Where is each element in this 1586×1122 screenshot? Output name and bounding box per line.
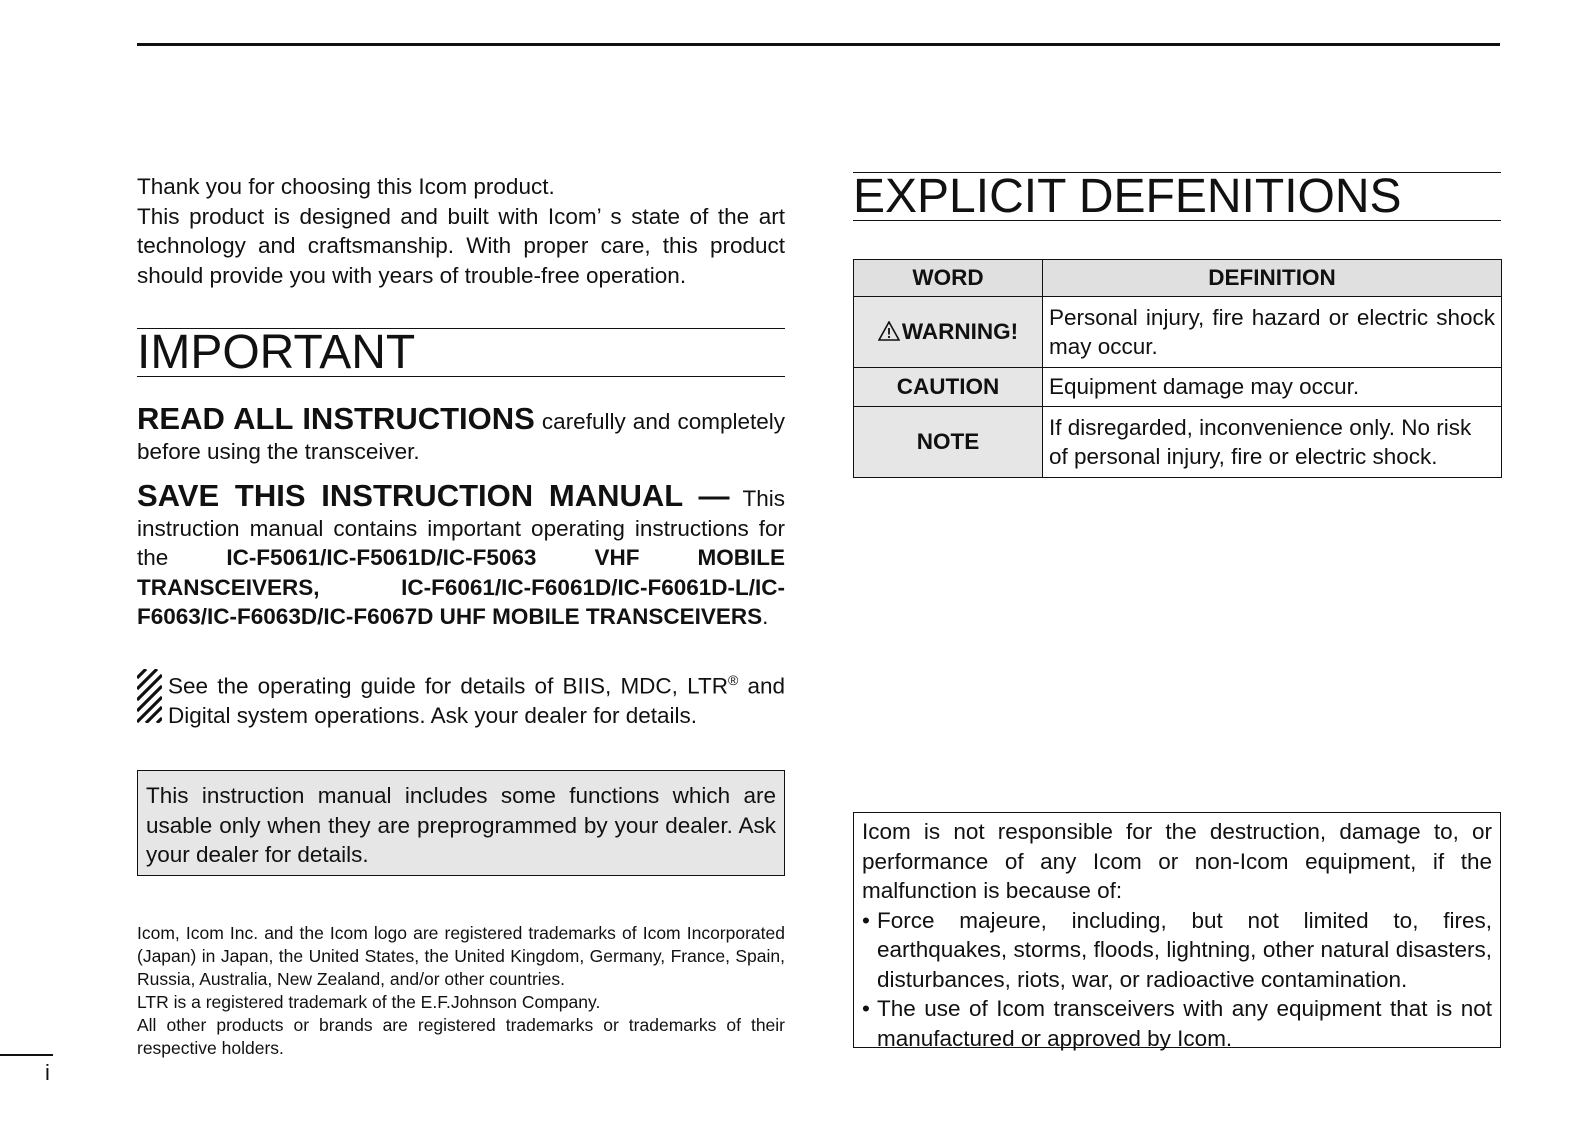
important-heading [137,328,785,377]
dealer-note-text: This instruction manual includes some functions which are usable only when they are preprogrammed by your dealer. Ask your dealer for details. [146,783,776,867]
page-number-rule [0,1054,53,1056]
dealer-note-box [137,770,785,876]
top-rule [137,43,1500,46]
definition-cell: If disregarded, inconvenience only. No risk of personal injury, fire or electric shock. [1043,407,1502,478]
save-bold: SAVE THIS INSTRUCTION MANUAL — [137,478,730,513]
word-cell-warning [854,297,1043,368]
intro-line-2: This product is designed and built with Icom’ s state of the art technology and craftsmanship. With proper care, this product should provide you with years of trouble-free operation. [137,203,785,288]
list-item [862,906,1492,995]
trademark-line-3: All other products or brands are registered trademarks or trademarks of their respective holders. [137,1015,785,1058]
trademark-notice [137,922,785,1060]
model-list-end: . [762,604,769,629]
disclaimer-lead: Icom is not responsible for the destruction, damage to, or performance of any Icom or non-Icom equipment, if the malfunction is because of: [862,819,1492,903]
word-cell-note: NOTE [854,407,1043,478]
save-rest: This instruction manual contains important operating instructions for the [137,486,785,570]
word-cell-caution: CAUTION [854,368,1043,407]
table-row [854,297,1502,368]
explicit-heading-text: EXPLICIT DEFENITIONS [853,172,1402,221]
word-warning: WARNING! [901,319,1019,344]
save-instruction-manual [137,478,785,632]
list-item [862,994,1492,1053]
disclaimer-list [862,906,1492,1054]
definitions-table [853,259,1502,478]
bullet: • [862,996,870,1021]
guide-note-text: See the operating guide for details of BIIS, MDC, LTR [168,673,728,699]
guide-note-text-after: and Digital system operations. Ask your dealer for details. [168,673,785,728]
read-all-instructions [137,401,785,467]
explicit-definitions-heading [853,172,1501,221]
registered-mark: ® [727,672,739,688]
trademark-line-1: Icom, Icom Inc. and the Icom logo are registered trademarks of Icom Incorporated (Japan) in Japan, the United States, the United Kingdom, Germany, France, Spain, Russia, Australia, New Zealand, and/or other countries. [137,923,785,989]
definition-cell: Personal injury, fire hazard or electric shock may occur. [1043,297,1502,368]
intro-paragraph [137,172,785,290]
hatched-note-icon [137,669,162,723]
disclaimer-bullet-2: The use of Icom transceivers with any equipment that is not manufactured or approved by Icom. [877,996,1492,1051]
intro-line-1: Thank you for choosing this Icom product. [137,174,555,199]
page-number: i [45,1060,50,1085]
disclaimer-box [853,812,1501,1051]
bullet: • [862,907,870,933]
warning-triangle-icon [878,321,900,341]
important-heading-text: IMPORTANT [137,328,416,377]
table-row [854,407,1502,478]
column-header-definition: DEFINITION [1043,260,1502,297]
model-list: IC-F5061/IC-F5061D/IC-F5063 VHF MOBILE TRANSCEIVERS, IC-F6061/IC-F6061D/IC-F6061D-L/IC-F6063/IC-F6063D/IC-F6067D UHF MOBILE TRANSCEIVERS [137,545,785,629]
table-header-row [854,260,1502,297]
definition-cell: Equipment damage may occur. [1043,368,1502,407]
table-row [854,368,1502,407]
guide-note [168,666,785,731]
disclaimer-bullet-1: Force majeure, including, but not limited to, fires, earthquakes, storms, floods, lightning, other natural disasters, disturbances, riots, war, or radioactive contamination. [877,907,1492,992]
column-header-word: WORD [854,260,1043,297]
read-all-rest: carefully and completely before using the transceiver. [137,409,785,464]
trademark-line-2: LTR is a registered trademark of the E.F.Johnson Company. [137,992,601,1012]
read-all-bold: READ ALL INSTRUCTIONS [137,401,535,436]
